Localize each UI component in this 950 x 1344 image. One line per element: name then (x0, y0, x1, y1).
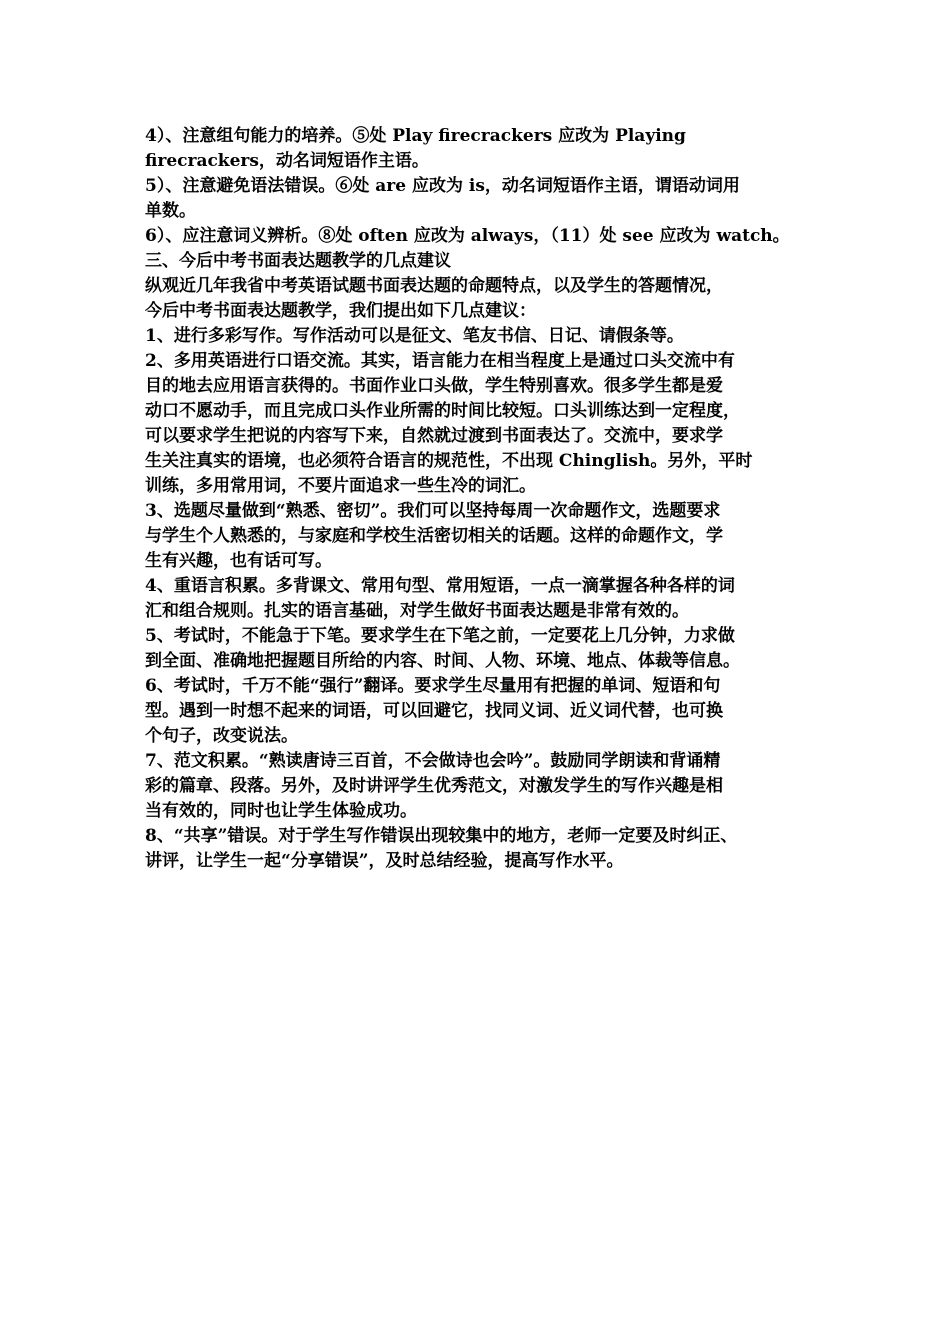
paragraph-5-line-2: 单数。 (145, 201, 196, 221)
suggestion-6-line-2: 型。遇到一时想不起来的词语，可以回避它，找同义词、近义词代替，也可换 (145, 701, 723, 721)
suggestion-7-line-3: 当有效的，同时也让学生体验成功。 (145, 801, 417, 821)
suggestion-3-line-1: 3、选题尽量做到“熟悉、密切”。我们可以坚持每周一次命题作文，选题要求 (145, 501, 721, 521)
suggestion-5-line-2: 到全面、准确地把握题目所给的内容、时间、人物、环境、地点、体裁等信息。 (145, 651, 740, 671)
suggestion-7-line-2: 彩的篇章、段落。另外，及时讲评学生优秀范文，对激发学生的写作兴趣是相 (145, 776, 723, 796)
suggestion-4-line-2: 汇和组合规则。扎实的语言基础，对学生做好书面表达题是非常有效的。 (145, 601, 689, 621)
section-heading-3: 三、今后中考书面表达题教学的几点建议 (145, 251, 451, 271)
suggestion-6-line-1: 6、考试时，千万不能“强行”翻译。要求学生尽量用有把握的单词、短语和句 (145, 676, 721, 696)
suggestion-3-line-2: 与学生个人熟悉的，与家庭和学校生活密切相关的话题。这样的命题作文，学 (145, 526, 723, 546)
paragraph-4-line-1 (145, 124, 815, 149)
suggestion-4-line-1: 4、重语言积累。多背课文、常用句型、常用短语，一点一滴掌握各种各样的词 (145, 576, 735, 596)
suggestion-6-line-3: 个句子，改变说法。 (145, 726, 298, 746)
suggestion-7-line-1: 7、范文积累。“熟读唐诗三百首，不会做诗也会吟”。鼓励同学朗读和背诵精 (145, 751, 721, 771)
suggestion-2-line-1: 2、多用英语进行口语交流。其实，语言能力在相当程度上是通过口头交流中有 (145, 351, 735, 371)
suggestion-2-line-5: 生关注真实的语境，也必须符合语言的规范性，不出现 Chinglish。另外，平时 (145, 451, 753, 471)
paragraph-4-line-2: firecrackers，动名词短语作主语。 (145, 151, 429, 171)
intro-line-2: 今后中考书面表达题教学，我们提出如下几点建议： (145, 301, 536, 321)
suggestion-8-line-2: 讲评，让学生一起“分享错误”，及时总结经验，提高写作水平。 (145, 851, 624, 871)
suggestion-3-line-3: 生有兴趣，也有话可写。 (145, 551, 332, 571)
suggestion-2-line-2: 目的地去应用语言获得的。书面作业口头做，学生特别喜欢。很多学生都是爱 (145, 376, 723, 396)
paragraph-5-line-1: 5）、注意避免语法错误。⑥处 are 应改为 is，动名词短语作主语，谓语动词用 (145, 176, 740, 196)
intro-line-1: 纵观近几年我省中考英语试题书面表达题的命题特点，以及学生的答题情况， (145, 276, 723, 296)
suggestion-2-line-4: 可以要求学生把说的内容写下来，自然就过渡到书面表达了。交流中，要求学 (145, 426, 723, 446)
suggestion-2-line-6: 训练，多用常用词，不要片面追求一些生冷的词汇。 (145, 476, 536, 496)
suggestion-5-line-1: 5、考试时，不能急于下笔。要求学生在下笔之前，一定要花上几分钟，力求做 (145, 626, 735, 646)
suggestion-1-line-1: 1、进行多彩写作。写作活动可以是征文、笔友书信、日记、请假条等。 (145, 326, 684, 346)
suggestion-8-line-1: 8、“共享”错误。对于学生写作错误出现较集中的地方，老师一定要及时纠正、 (145, 826, 738, 846)
paragraph-6-line-1: 6）、应注意词义辨析。⑧处 often 应改为 always，（11）处 see 应改为 watch。 (145, 226, 790, 246)
document-body (145, 124, 815, 874)
paragraph-4-line-1-text: 4）、注意组句能力的培养。⑤处 Play firecrackers 应改为 Playing (145, 126, 686, 146)
suggestion-2-line-3: 动口不愿动手，而且完成口头作业所需的时间比较短。口头训练达到一定程度， (145, 401, 740, 421)
